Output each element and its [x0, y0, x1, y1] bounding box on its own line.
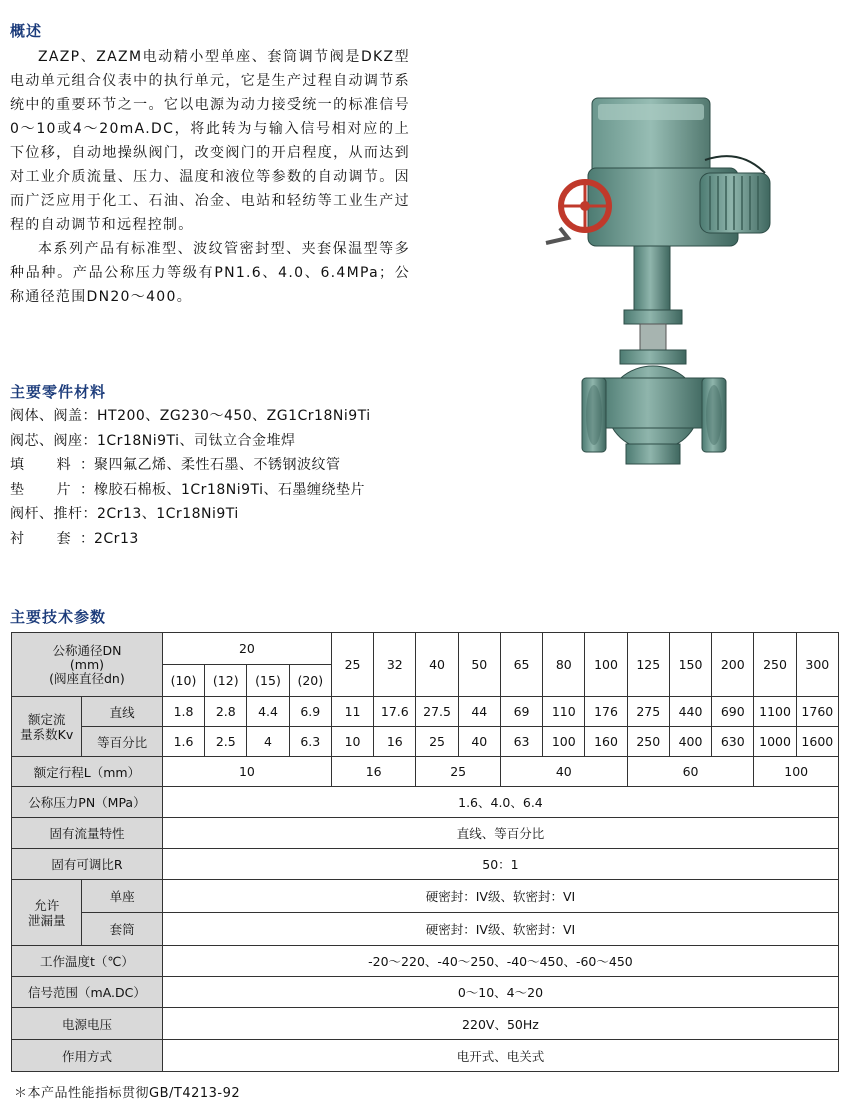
kv-cell: 400 — [669, 727, 711, 757]
action-value: 电开式、电关式 — [162, 1040, 838, 1072]
leak-single-label: 单座 — [82, 880, 162, 913]
kv-cell: 1100 — [754, 697, 796, 727]
dn-cell: 200 — [712, 633, 754, 697]
kv-cell: 40 — [458, 727, 500, 757]
kv-cell: 690 — [712, 697, 754, 727]
dn-cell: 100 — [585, 633, 627, 697]
overview-text — [10, 45, 410, 309]
pressure-row — [12, 787, 839, 818]
dn-cell: 32 — [374, 633, 416, 697]
temp-value: -20～220、-40～250、-40～450、-60～450 — [162, 946, 838, 977]
stroke-cell: 10 — [162, 757, 331, 787]
kv-cell: 630 — [712, 727, 754, 757]
leak-cage-value: 硬密封：IV级、软密封：VI — [162, 913, 838, 946]
stroke-cell: 40 — [500, 757, 627, 787]
material-value: 2Cr13、1Cr18Ni9Ti — [97, 506, 239, 522]
kv-cell: 69 — [500, 697, 542, 727]
material-row — [10, 527, 430, 552]
stroke-cell: 25 — [416, 757, 501, 787]
overview-paragraph-2: 本系列产品有标准型、波纹管密封型、夹套保温型等多种品种。产品公称压力等级有PN1.6、4.0、6.4MPa；公称通径范围DN20～400。 — [10, 241, 410, 305]
range-ratio-label: 固有可调比R — [12, 849, 163, 880]
overview-title: 概述 — [10, 22, 43, 40]
flow-char-label: 固有流量特性 — [12, 818, 163, 849]
temp-label: 工作温度t（℃） — [12, 946, 163, 977]
dn-header-label: 公称通径DN (mm) (阀座直径dn) — [12, 633, 163, 697]
stroke-label: 额定行程L（mm） — [12, 757, 163, 787]
kv-eq-row — [12, 727, 839, 757]
dn-seat-cell: (15) — [247, 665, 289, 697]
kv-cell: 1.6 — [162, 727, 204, 757]
kv-cell: 160 — [585, 727, 627, 757]
leak-single-row — [12, 880, 839, 913]
kv-cell: 176 — [585, 697, 627, 727]
dn-cell: 65 — [500, 633, 542, 697]
dn20-cell: 20 — [162, 633, 331, 665]
leak-cage-row — [12, 913, 839, 946]
material-value: 聚四氟乙烯、柔性石墨、不锈钢波纹管 — [94, 457, 341, 473]
dn-cell: 50 — [458, 633, 500, 697]
dn-cell: 125 — [627, 633, 669, 697]
material-row — [10, 404, 430, 429]
material-value: 橡胶石棉板、1Cr18Ni9Ti、石墨缠绕垫片 — [94, 481, 366, 498]
signal-label: 信号范围（mA.DC） — [12, 977, 163, 1008]
dn-cell: 80 — [543, 633, 585, 697]
material-value: 2Cr13 — [94, 530, 139, 547]
kv-cell: 1600 — [796, 727, 838, 757]
dn-cell: 150 — [669, 633, 711, 697]
leak-label: 允许 泄漏量 — [12, 880, 82, 946]
kv-cell: 6.3 — [289, 727, 331, 757]
dn-cell: 40 — [416, 633, 458, 697]
action-label: 作用方式 — [12, 1040, 163, 1072]
kv-cell: 44 — [458, 697, 500, 727]
material-row — [10, 478, 430, 503]
dn-cell: 250 — [754, 633, 796, 697]
power-row — [12, 1008, 839, 1040]
flow-char-row — [12, 818, 839, 849]
material-label: 垫 片： — [10, 481, 94, 498]
kv-cell: 1000 — [754, 727, 796, 757]
materials-title: 主要零件材料 — [10, 383, 107, 401]
electric-control-valve-image — [540, 78, 810, 488]
signal-value: 0～10、4～20 — [162, 977, 838, 1008]
kv-cell: 250 — [627, 727, 669, 757]
range-ratio-row — [12, 849, 839, 880]
pressure-label: 公称压力PN（MPa） — [12, 787, 163, 818]
kv-cell: 27.5 — [416, 697, 458, 727]
action-row — [12, 1040, 839, 1072]
dn-seat-cell: (12) — [205, 665, 247, 697]
kv-eq-label: 等百分比 — [82, 727, 162, 757]
kv-cell: 6.9 — [289, 697, 331, 727]
kv-cell: 1760 — [796, 697, 838, 727]
kv-cell: 100 — [543, 727, 585, 757]
dn-cell: 300 — [796, 633, 838, 697]
material-row — [10, 429, 430, 454]
kv-cell: 16 — [374, 727, 416, 757]
kv-cell: 4 — [247, 727, 289, 757]
stroke-row — [12, 757, 839, 787]
power-label: 电源电压 — [12, 1008, 163, 1040]
material-label: 阀芯、阀座： — [10, 432, 97, 449]
leak-cage-label: 套筒 — [82, 913, 162, 946]
leak-single-value: 硬密封：IV级、软密封：VI — [162, 880, 838, 913]
flow-char-value: 直线、等百分比 — [162, 818, 838, 849]
dn-seat-cell: (10) — [162, 665, 204, 697]
range-ratio-value: 50：1 — [162, 849, 838, 880]
temp-row — [12, 946, 839, 977]
kv-linear-label: 直线 — [82, 697, 162, 727]
kv-cell: 1.8 — [162, 697, 204, 727]
signal-row — [12, 977, 839, 1008]
kv-cell: 440 — [669, 697, 711, 727]
power-value: 220V、50Hz — [162, 1008, 838, 1040]
materials-list — [10, 404, 430, 551]
stroke-cell: 100 — [754, 757, 839, 787]
dn-cell: 25 — [331, 633, 373, 697]
kv-label: 额定流 量系数Kv — [12, 697, 82, 757]
material-label: 阀体、阀盖： — [10, 408, 97, 424]
stroke-cell: 60 — [627, 757, 754, 787]
dn-header-row — [12, 633, 839, 665]
stroke-cell: 16 — [331, 757, 416, 787]
material-row — [10, 502, 430, 527]
kv-cell: 4.4 — [247, 697, 289, 727]
dn-seat-cell: (20) — [289, 665, 331, 697]
material-row — [10, 453, 430, 478]
kv-cell: 10 — [331, 727, 373, 757]
kv-cell: 25 — [416, 727, 458, 757]
material-value: 1Cr18Ni9Ti、司钛立合金堆焊 — [97, 432, 296, 449]
kv-cell: 17.6 — [374, 697, 416, 727]
kv-cell: 11 — [331, 697, 373, 727]
overview-paragraph-1: ZAZP、ZAZM电动精小型单座、套筒调节阀是DKZ型电动单元组合仪表中的执行单元，它是生产过程自动调节系统中的重要环节之一。它以电源为动力接受统一的标准信号0～10或4～20mA.DC，将此转为与输入信号相对应的上下位移，自动地操纵阀门，改变阀门的开启程度，从而达到对工业介质流量、压力、温度和液位等参数的自动调节。因而广泛应用于化工、石油、冶金、电站和轻纺等工业生产过程的自动调节和远程控制。 — [10, 49, 410, 233]
material-label: 填 料： — [10, 457, 94, 473]
kv-cell: 2.5 — [205, 727, 247, 757]
material-label: 阀杆、推杆： — [10, 506, 97, 522]
material-label: 衬 套： — [10, 530, 94, 547]
specs-title: 主要技术参数 — [10, 608, 107, 626]
pressure-value: 1.6、4.0、6.4 — [162, 787, 838, 818]
kv-cell: 63 — [500, 727, 542, 757]
kv-cell: 110 — [543, 697, 585, 727]
standard-footnote: ＊本产品性能指标贯彻GB/T4213-92 — [14, 1086, 241, 1101]
kv-cell: 2.8 — [205, 697, 247, 727]
material-value: HT200、ZG230～450、ZG1Cr18Ni9Ti — [97, 408, 371, 424]
kv-cell: 275 — [627, 697, 669, 727]
kv-linear-row — [12, 697, 839, 727]
specs-table — [11, 632, 839, 1072]
